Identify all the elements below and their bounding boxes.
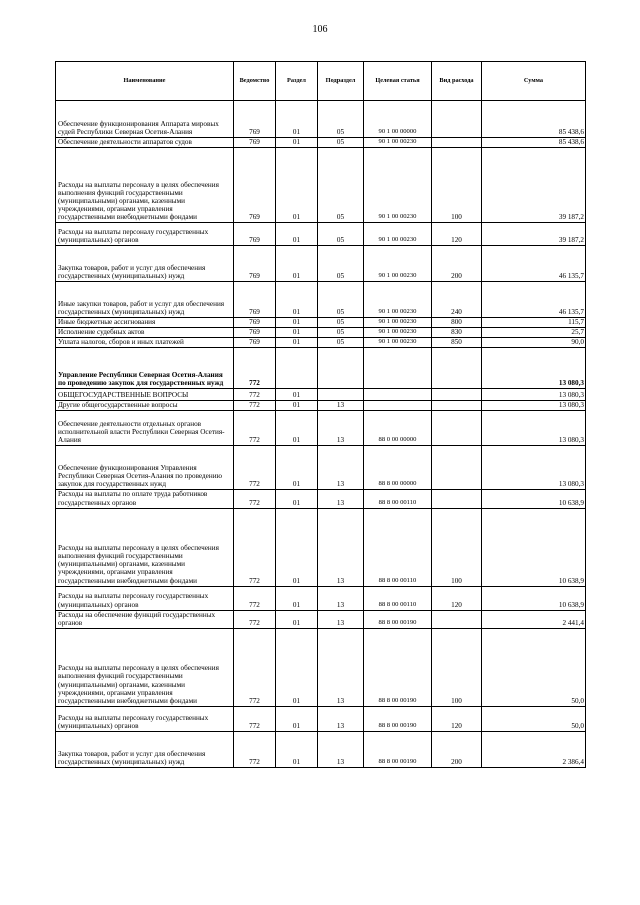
cell-exp-type: 100 — [432, 628, 482, 706]
cell-section: 01 — [276, 610, 318, 628]
cell-dept: 772 — [234, 628, 276, 706]
cell-name: Обеспечение функционирования Аппарата мировых судей Республики Северная Осетия-Алания — [56, 101, 234, 138]
cell-subsection: 05 — [318, 318, 364, 328]
page-number: 106 — [312, 24, 328, 35]
cell-subsection: 13 — [318, 706, 364, 731]
cell-exp-type: 120 — [432, 586, 482, 610]
table-row — [56, 338, 586, 348]
cell-target: 90 1 00 00230 — [364, 138, 432, 148]
cell-section: 01 — [276, 101, 318, 138]
cell-target: 88 8 00 00190 — [364, 706, 432, 731]
cell-name: Обеспечение деятельности отдельных органов исполнительной власти Республики Северная Осетия-Алания — [56, 411, 234, 446]
cell-section: 01 — [276, 508, 318, 586]
cell-section: 01 — [276, 401, 318, 411]
cell-exp-type: 120 — [432, 223, 482, 246]
table-row — [56, 348, 586, 389]
cell-dept: 769 — [234, 223, 276, 246]
cell-dept: 772 — [234, 348, 276, 389]
cell-exp-type — [432, 610, 482, 628]
cell-subsection: 13 — [318, 508, 364, 586]
cell-subsection: 13 — [318, 628, 364, 706]
table-row — [56, 401, 586, 411]
cell-name: ОБЩЕГОСУДАРСТВЕННЫЕ ВОПРОСЫ — [56, 389, 234, 401]
cell-section: 01 — [276, 446, 318, 490]
cell-sum: 85 438,6 — [482, 138, 586, 148]
cell-target: 88 8 00 00190 — [364, 731, 432, 767]
table-row — [56, 508, 586, 586]
cell-sum: 13 080,3 — [482, 446, 586, 490]
cell-dept: 772 — [234, 490, 276, 508]
col-header-dept: Ведомство — [234, 62, 276, 101]
cell-target: 90 1 00 00230 — [364, 338, 432, 348]
col-header-section: Раздел — [276, 62, 318, 101]
cell-section: 01 — [276, 706, 318, 731]
cell-exp-type: 830 — [432, 328, 482, 338]
cell-subsection: 13 — [318, 731, 364, 767]
cell-section: 01 — [276, 411, 318, 446]
cell-target: 90 1 00 00230 — [364, 223, 432, 246]
cell-exp-type: 100 — [432, 508, 482, 586]
cell-dept: 769 — [234, 282, 276, 318]
cell-subsection: 05 — [318, 148, 364, 223]
cell-sum: 10 638,9 — [482, 508, 586, 586]
table-row — [56, 411, 586, 446]
cell-target — [364, 401, 432, 411]
cell-name: Закупка товаров, работ и услуг для обеспечения государственных (муниципальных) нужд — [56, 731, 234, 767]
cell-exp-type — [432, 401, 482, 411]
col-header-name: Наименование — [56, 62, 234, 101]
cell-dept: 769 — [234, 246, 276, 282]
cell-target — [364, 389, 432, 401]
table-row — [56, 246, 586, 282]
cell-subsection: 13 — [318, 446, 364, 490]
cell-subsection: 13 — [318, 586, 364, 610]
cell-subsection — [318, 348, 364, 389]
cell-target — [364, 348, 432, 389]
table-row — [56, 148, 586, 223]
cell-subsection: 05 — [318, 328, 364, 338]
cell-name: Расходы на выплаты персоналу государственных (муниципальных) органов — [56, 223, 234, 246]
cell-exp-type — [432, 389, 482, 401]
cell-target: 90 1 00 00230 — [364, 246, 432, 282]
cell-subsection: 05 — [318, 138, 364, 148]
col-header-exp-type: Вид расхода — [432, 62, 482, 101]
cell-dept: 772 — [234, 411, 276, 446]
cell-dept: 772 — [234, 446, 276, 490]
cell-name: Расходы на выплаты персоналу в целях обеспечения выполнения функций государственными (муниципальными) органами, казенными учреждениями, органами управления государственными внебюджетными фондами — [56, 148, 234, 223]
cell-exp-type: 240 — [432, 282, 482, 318]
cell-sum: 25,7 — [482, 328, 586, 338]
cell-dept: 769 — [234, 328, 276, 338]
table-row — [56, 446, 586, 490]
cell-sum: 10 638,9 — [482, 490, 586, 508]
cell-name: Расходы на выплаты по оплате труда работников государственных органов — [56, 490, 234, 508]
cell-subsection: 13 — [318, 401, 364, 411]
cell-subsection — [318, 389, 364, 401]
cell-section: 01 — [276, 328, 318, 338]
col-header-subsection: Подраздел — [318, 62, 364, 101]
cell-exp-type — [432, 490, 482, 508]
table-row — [56, 389, 586, 401]
cell-section: 01 — [276, 282, 318, 318]
cell-target: 88 8 00 00000 — [364, 446, 432, 490]
cell-section: 01 — [276, 246, 318, 282]
cell-subsection: 05 — [318, 223, 364, 246]
cell-dept: 769 — [234, 101, 276, 138]
cell-sum: 2 386,4 — [482, 731, 586, 767]
cell-section: 01 — [276, 586, 318, 610]
cell-section: 01 — [276, 628, 318, 706]
cell-section: 01 — [276, 223, 318, 246]
table-row — [56, 223, 586, 246]
cell-name: Расходы на выплаты персоналу в целях обеспечения выполнения функций государственными (муниципальными) органами, казенными учреждениями, органами управления государственными внебюджетными фондами — [56, 628, 234, 706]
cell-sum: 10 638,9 — [482, 586, 586, 610]
cell-sum: 50,0 — [482, 706, 586, 731]
cell-subsection: 13 — [318, 411, 364, 446]
cell-name: Обеспечение деятельности аппаратов судов — [56, 138, 234, 148]
cell-exp-type — [432, 446, 482, 490]
cell-subsection: 05 — [318, 282, 364, 318]
cell-exp-type — [432, 138, 482, 148]
table-row — [56, 318, 586, 328]
cell-dept: 772 — [234, 389, 276, 401]
cell-name: Расходы на обеспечение функций государственных органов — [56, 610, 234, 628]
table-body — [56, 101, 586, 768]
table-row — [56, 490, 586, 508]
cell-target: 88 8 00 00110 — [364, 490, 432, 508]
table-row — [56, 586, 586, 610]
cell-subsection: 05 — [318, 101, 364, 138]
cell-dept: 772 — [234, 731, 276, 767]
cell-name: Закупка товаров, работ и услуг для обеспечения государственных (муниципальных) нужд — [56, 246, 234, 282]
cell-exp-type — [432, 348, 482, 389]
cell-sum: 85 438,6 — [482, 101, 586, 138]
cell-dept: 772 — [234, 508, 276, 586]
cell-target: 90 1 00 00230 — [364, 148, 432, 223]
cell-exp-type: 120 — [432, 706, 482, 731]
cell-subsection: 05 — [318, 246, 364, 282]
cell-dept: 769 — [234, 318, 276, 328]
cell-name: Уплата налогов, сборов и иных платежей — [56, 338, 234, 348]
cell-target: 88 8 00 00110 — [364, 508, 432, 586]
cell-sum: 13 080,3 — [482, 389, 586, 401]
cell-name: Иные закупки товаров, работ и услуг для обеспечения государственных (муниципальных) нужд — [56, 282, 234, 318]
cell-exp-type — [432, 411, 482, 446]
table-header-row — [56, 62, 586, 101]
cell-target: 88 8 00 00190 — [364, 628, 432, 706]
cell-name: Расходы на выплаты персоналу государственных (муниципальных) органов — [56, 586, 234, 610]
cell-subsection: 13 — [318, 490, 364, 508]
cell-sum: 13 080,3 — [482, 401, 586, 411]
table-row — [56, 610, 586, 628]
cell-target: 88 8 00 00190 — [364, 610, 432, 628]
cell-dept: 772 — [234, 401, 276, 411]
cell-target: 90 1 00 00230 — [364, 328, 432, 338]
cell-exp-type — [432, 101, 482, 138]
table-row — [56, 706, 586, 731]
cell-name: Управление Республики Северная Осетия-Алания по проведению закупок для государственных нужд — [56, 348, 234, 389]
table-row — [56, 328, 586, 338]
cell-section: 01 — [276, 490, 318, 508]
col-header-sum: Сумма — [482, 62, 586, 101]
cell-sum: 46 135,7 — [482, 246, 586, 282]
cell-sum: 50,0 — [482, 628, 586, 706]
cell-exp-type: 200 — [432, 246, 482, 282]
cell-name: Обеспечение функционирования Управления Республики Северная Осетия-Алания по проведению закупок для государственных нужд — [56, 446, 234, 490]
table-row — [56, 282, 586, 318]
table-row — [56, 628, 586, 706]
cell-subsection: 13 — [318, 610, 364, 628]
cell-sum: 115,7 — [482, 318, 586, 328]
cell-exp-type: 800 — [432, 318, 482, 328]
cell-target: 88 8 00 00110 — [364, 586, 432, 610]
cell-section: 01 — [276, 138, 318, 148]
cell-dept: 769 — [234, 138, 276, 148]
cell-exp-type: 200 — [432, 731, 482, 767]
cell-exp-type: 850 — [432, 338, 482, 348]
cell-dept: 772 — [234, 586, 276, 610]
cell-section: 01 — [276, 731, 318, 767]
cell-dept: 772 — [234, 610, 276, 628]
table-row — [56, 101, 586, 138]
cell-sum: 39 187,2 — [482, 148, 586, 223]
cell-dept: 769 — [234, 148, 276, 223]
cell-sum: 46 135,7 — [482, 282, 586, 318]
cell-sum: 90,0 — [482, 338, 586, 348]
cell-dept: 772 — [234, 706, 276, 731]
cell-target: 90 1 00 00230 — [364, 282, 432, 318]
cell-section: 01 — [276, 389, 318, 401]
budget-table — [55, 61, 586, 768]
table-row — [56, 731, 586, 767]
cell-dept: 769 — [234, 338, 276, 348]
cell-name: Другие общегосударственные вопросы — [56, 401, 234, 411]
cell-sum: 39 187,2 — [482, 223, 586, 246]
cell-name: Иные бюджетные ассигнования — [56, 318, 234, 328]
cell-name: Расходы на выплаты персоналу государственных (муниципальных) органов — [56, 706, 234, 731]
cell-target: 90 1 00 00230 — [364, 318, 432, 328]
cell-section: 01 — [276, 318, 318, 328]
cell-section: 01 — [276, 148, 318, 223]
cell-sum: 13 080,3 — [482, 411, 586, 446]
cell-exp-type: 100 — [432, 148, 482, 223]
cell-section: 01 — [276, 338, 318, 348]
cell-target: 88 0 00 00000 — [364, 411, 432, 446]
cell-section — [276, 348, 318, 389]
cell-target: 90 1 00 00000 — [364, 101, 432, 138]
cell-sum: 13 080,3 — [482, 348, 586, 389]
cell-name: Расходы на выплаты персоналу в целях обеспечения выполнения функций государственными (муниципальными) органами, казенными учреждениями, органами управления государственными внебюджетными фондами — [56, 508, 234, 586]
table-row — [56, 138, 586, 148]
cell-subsection: 05 — [318, 338, 364, 348]
cell-name: Исполнение судебных актов — [56, 328, 234, 338]
cell-sum: 2 441,4 — [482, 610, 586, 628]
col-header-target: Целевая статья — [364, 62, 432, 101]
